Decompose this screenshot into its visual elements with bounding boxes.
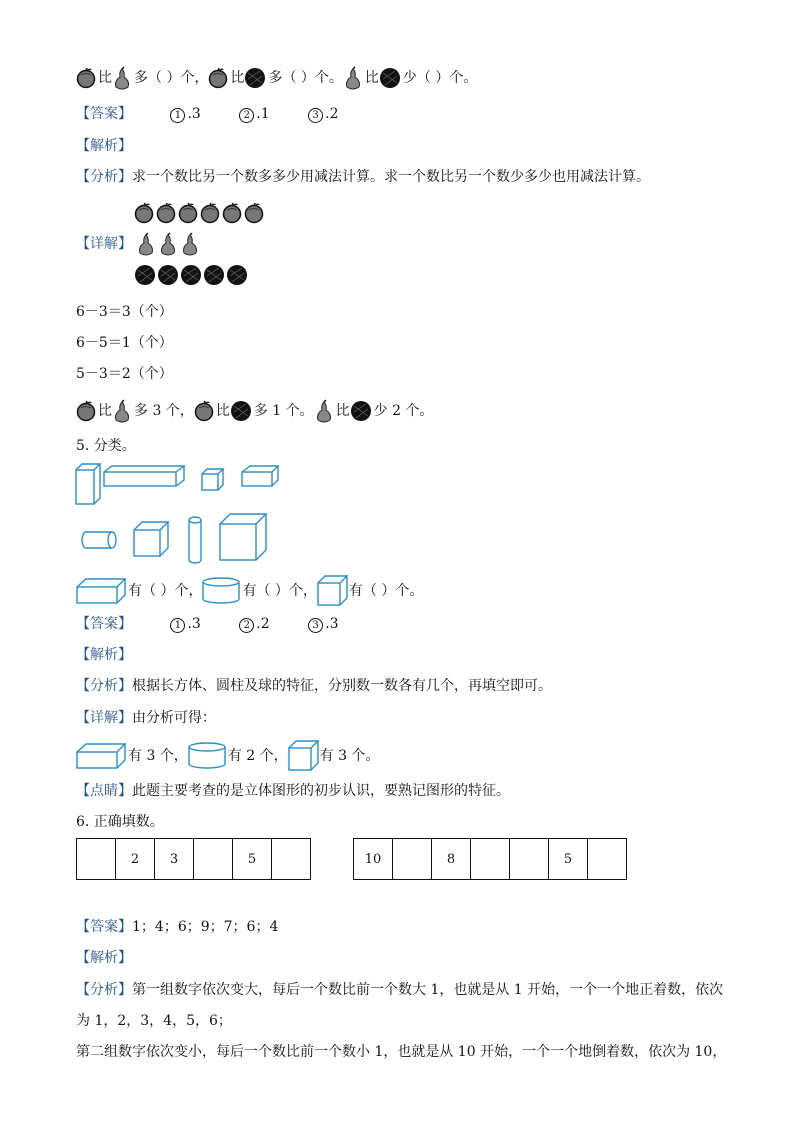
grid-cell: 2 — [116, 839, 155, 880]
q4-fenxi: 【分析】求一个数比另一个数多多少用减法计算。求一个数比另一个数少多少也用减法计算。 — [76, 169, 650, 185]
answer-2: 2 .1 — [239, 106, 269, 122]
q5-answer: 【答案】 1 .3 2 .2 3 .3 — [76, 616, 339, 632]
q5-question-line: 有（ ）个， 有（ ）个， 有（ ）个。 — [76, 575, 423, 607]
answer-1: 1 .3 — [170, 616, 200, 632]
answer-2: 2 .2 — [239, 616, 269, 632]
q4-answer — [76, 104, 372, 124]
pear-icon — [314, 399, 336, 423]
dark-fruit-icon — [379, 66, 403, 90]
blank-1: 多（ ）个， — [134, 70, 209, 86]
q5-result-line: 有 3 个， 有 2 个， 有 3 个。 — [76, 740, 379, 772]
number-grid-2 — [353, 838, 627, 880]
grid-cell: 8 — [432, 839, 471, 880]
pear-icon — [343, 66, 365, 90]
q4-xiangjie-tag: 【详解】 — [76, 236, 132, 252]
q6-fenxi-line2: 为 1，2，3，4，5，6； — [76, 1013, 232, 1029]
answer-tag: 【答案】 — [76, 106, 132, 122]
small-cube — [202, 469, 223, 490]
apple-icon — [194, 399, 216, 423]
cuboid-icon — [76, 577, 128, 605]
fruit-illustration — [134, 200, 284, 290]
text: 比 — [98, 70, 112, 86]
blank-3: 少（ ）个。 — [402, 70, 478, 86]
grid-cell[interactable] — [471, 839, 510, 880]
apple-row — [136, 203, 263, 223]
equation-1: 6－3＝3（个） — [76, 304, 173, 320]
text: 比 — [230, 70, 245, 86]
dark-fruit-icon — [350, 399, 374, 423]
q6-analysis-tag: 【解析】 — [76, 950, 132, 966]
grid-cell[interactable] — [194, 839, 233, 880]
answer-3: 3 .2 — [308, 106, 338, 122]
q4-question-line — [76, 66, 477, 90]
q6-fenxi-line3: 第二组数字依次变小，每后一个数比前一个数小 1，也就是从 10 开始，一个一个地倒着数，依次为 10， — [76, 1044, 727, 1060]
grid-cell[interactable] — [272, 839, 311, 880]
big-cube — [220, 514, 266, 560]
grid-cell: 10 — [354, 839, 393, 880]
q5-analysis-tag: 【解析】 — [76, 647, 132, 663]
cuboid-icon — [76, 742, 128, 770]
grid-cell: 5 — [233, 839, 272, 880]
dark-fruit-icon — [244, 66, 268, 90]
grid-cell[interactable] — [510, 839, 549, 880]
long-cuboid — [104, 466, 184, 486]
grid-cell[interactable] — [588, 839, 627, 880]
tall-cuboid — [76, 464, 100, 504]
apple-icon — [76, 66, 98, 90]
grid-cell: 5 — [549, 839, 588, 880]
cube-icon — [317, 575, 349, 607]
lying-cylinder — [82, 532, 116, 548]
q6-title: 6. 正确填数。 — [76, 814, 164, 830]
number-grid-1 — [76, 838, 311, 880]
equation-2: 6－5＝1（个） — [76, 335, 173, 351]
dark-fruit-icon — [230, 399, 254, 423]
q5-fenxi: 【分析】根据长方体、圆柱及球的特征，分别数一数各有几个，再填空即可。 — [76, 678, 552, 694]
q6-fenxi: 【分析】第一组数字依次变大，每后一个数比前一个数大 1，也就是从 1 开始，一个一个地正着数，依次 — [76, 982, 724, 998]
text: 比 — [364, 70, 379, 86]
pear-row — [140, 233, 197, 255]
apple-icon — [76, 399, 98, 423]
q5-xiangjie: 【详解】由分析可得： — [76, 710, 216, 726]
q4-conclusion: 比 多 3 个， 比 多 1 个。 比 少 2 个。 — [76, 399, 433, 423]
q6-answer: 【答案】1；4；6；9；7；6；4 — [76, 919, 279, 935]
flat-cuboid — [242, 466, 278, 486]
dark-fruit-row — [135, 265, 247, 285]
mid-cube — [134, 522, 168, 556]
q5-dianjing: 【点睛】此题主要考查的是立体图形的初步认识，要熟记图形的特征。 — [76, 783, 510, 799]
cylinder-icon — [188, 742, 228, 770]
answer-3: 3 .3 — [308, 616, 338, 632]
pear-icon — [112, 66, 134, 90]
q5-title: 5. 分类。 — [76, 438, 136, 454]
cylinder-icon — [202, 577, 242, 605]
answer-1: 1 .3 — [170, 106, 200, 122]
q4-analysis-tag: 【解析】 — [76, 138, 132, 154]
equation-3: 5－3＝2（个） — [76, 366, 173, 382]
blank-2: 多（ ）个。 — [268, 70, 343, 86]
grid-cell[interactable] — [77, 839, 116, 880]
shapes-illustration — [74, 462, 284, 572]
grid-cell[interactable] — [393, 839, 432, 880]
apple-icon — [208, 66, 230, 90]
grid-cell: 3 — [155, 839, 194, 880]
pear-icon — [112, 399, 134, 423]
tall-cylinder — [189, 517, 201, 563]
cube-icon — [288, 740, 320, 772]
